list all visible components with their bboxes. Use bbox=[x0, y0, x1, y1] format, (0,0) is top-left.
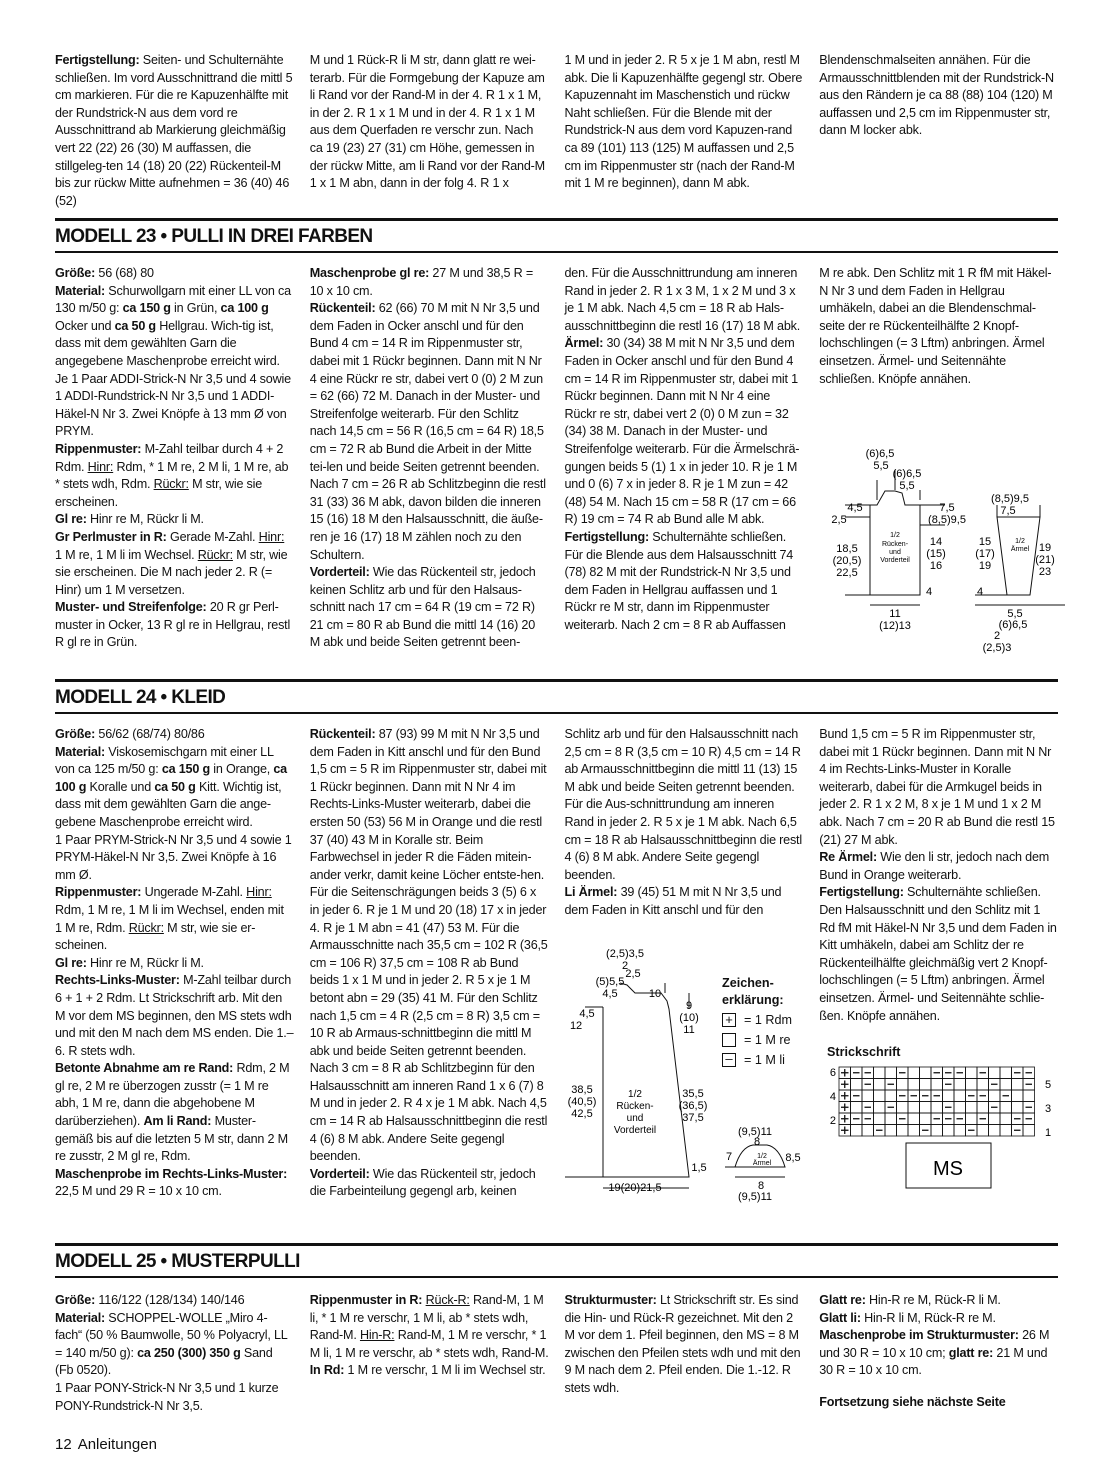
svg-text:(2,5)3: (2,5)3 bbox=[982, 642, 1012, 654]
svg-text:1: 1 bbox=[569, 1020, 577, 1032]
pattern-schematic-23 bbox=[825, 445, 1065, 665]
svg-text:23: 23 bbox=[1038, 566, 1052, 578]
svg-text:1/2: 1/2 bbox=[628, 1089, 642, 1100]
svg-text:Vorderteil: Vorderteil bbox=[613, 1125, 657, 1136]
svg-text:(20,5): (20,5) bbox=[832, 555, 862, 567]
footer-label: Anleitungen bbox=[77, 1436, 157, 1453]
svg-text:8,5: 8,5 bbox=[785, 1152, 801, 1164]
svg-text:Rücken-: Rücken- bbox=[881, 541, 909, 548]
legend-label: = 1 Rdm bbox=[744, 1013, 792, 1027]
svg-text:(10): (10) bbox=[679, 1012, 699, 1024]
paragraph: 1 M und in jeder 2. R 5 x je 1 M abn, restl M abk. Die li Kapuzenhälfte gegengl str. Obere Kapuzennaht im Maschenstich und rückw Naht schließen. Für die Blende mit der Rundstrick-N aus dem vord Kapuzen-rand ca 89 (101) 113 (125) M auffassen und 2,5 cm im Rippenmuster str (nach der Rand-M mit 1 M re beginnen), dann M abk. bbox=[564, 53, 803, 191]
svg-text:11: 11 bbox=[889, 608, 901, 620]
paragraph: Bund 1,5 cm = 5 R im Rippenmuster str, dabei mit 1 Rückr beginnen. Dann mit N Nr 4 im Rechts-Links-Muster in Koralle weiterarb, dabei für die Armkugel beids in jeder 2. R 1 x 2 M, 8 x je 1 M und 1 x 2 M abk. Nach 7 cm = 20 R ab Bund die restl 15 (21) 27 M abk. Re Ärmel: Wie den li str, jedoch nach dem Bund in Orange weiterarb. Fertigstellung: Schulternähte schließen. Den Halsausschnitt und den Schlitz mit 1 Rd fM mit Häkel-N Nr 3,5 und dem Faden in Kitt umhäkeln, dabei am Schlitz der re Rückenteilhälfte gleichmäßig vert 2 Knopf-lochschlingen (= 5 Lftm) anbringen. Ärmel einsetzen. Ärmel- und Seitennähte schlie-ßen. Knöpfe annähen. bbox=[819, 727, 1057, 1023]
svg-text:(15): (15) bbox=[926, 548, 946, 560]
svg-text:18,5: 18,5 bbox=[836, 543, 858, 555]
text-column bbox=[55, 1292, 294, 1415]
chart-cell bbox=[874, 1090, 886, 1102]
knitting-chart bbox=[827, 1045, 1057, 1198]
svg-text:(40,5): (40,5) bbox=[567, 1096, 597, 1108]
svg-text:(36,5): (36,5) bbox=[678, 1100, 708, 1112]
paragraph: Strukturmuster: Lt Strickschrift str. Es sind die Hin- und Rück-R gezeichnet. Mit den 2 M vor dem 1. Pfeil beginnen, den MS = 8 M zwischen den Pfeilen stets wdh und mit den 9 M nach dem 2. Pfeil enden. Die 1.-12. R stets wdh. bbox=[564, 1293, 801, 1395]
legend-label: = 1 M re bbox=[744, 1033, 791, 1047]
chart-cell bbox=[1000, 1113, 1012, 1125]
chart-cell bbox=[874, 1079, 886, 1091]
body-dimensions bbox=[831, 448, 966, 632]
chart-cell bbox=[954, 1102, 966, 1114]
chart-cell bbox=[897, 1102, 909, 1114]
svg-text:und: und bbox=[626, 1113, 644, 1124]
page-footer bbox=[55, 1436, 163, 1453]
chart-cell bbox=[989, 1125, 1001, 1137]
paragraph: Maschenprobe gl re: 27 M und 38,5 R = 10 x 10 cm. Rückenteil: 62 (66) 70 M mit N Nr 3,5 und dem Faden in Ocker anschl und für den Bund 4 cm = 14 R im Rippenmuster str, dabei mit 1 Rückr beginnen. Dann mit N Nr 4 eine Rückr re str, dabei vert 0 (0) 2 M zun = 62 (66) 72 M. Danach in der Muster- und Streifenfolge weiterarb. Für den Schlitz nach 14,5 cm = 56 R (16,5 cm = 64 R) 18,5 cm = 72 R ab Bund die Arbeit in der Mitte tei-len und beide Seiten getrennt beenden. Nach 7 cm = 26 R ab Schlitzbeginn die restl 31 (33) 36 M abk, davon bilden die inneren 15 (16) 18 M den Halsausschnitt, die äuße-ren je 16 (17) 18 M zählen noch zu den Schultern. Vorderteil: Wie das Rückenteil str, jedoch keinen Schlitz arb und für den Halsaus-schnitt nach 17 cm = 64 R (19 cm = 72 R) 21 cm = 80 R ab Bund die mittl 14 (16) 20 M abk und beide Seiten getrennt been- bbox=[309, 266, 546, 650]
chart-cell bbox=[874, 1113, 886, 1125]
chart-cell bbox=[977, 1079, 989, 1091]
paragraph: Größe: 56 (68) 80 Material: Schurwollgarn mit einer LL von ca 130 m/50 g: ca 150 g in Grün, ca 100 g Ocker und ca 50 g Hellgrau. Wich-tig ist, dass mit dem gewählten Garn die angegebene Maschenprobe erreicht wird. Je 1 Paar ADDI-Strick-N Nr 3,5 und 4 sowie 1 ADDI-Rundstrick-N Nr 3,5 und 1 ADDI-Häkel-N Nr 3. Zwei Knöpfe à 13 mm Ø von PRYM. Rippenmuster: M-Zahl teilbar durch 4 + 2 Rdm. Hinr: Rdm, * 1 M re, 2 M li, 1 M re, ab * stets wdh, Rdm. Rückr: M str, wie sie erscheinen. Gl re: Hinr re M, Rückr li M. Gr Perlmuster in R: Gerade M-Zahl. Hinr: 1 M re, 1 M li im Wechsel. Rückr: M str, wie sie erscheinen. Die M nach jeder 2. R (= Hinr) um 1 M versetzen. Muster- und Streifenfolge: 20 R gr Perl-muster in Ocker, 13 R gl re in Hellgrau, restl R gl re in Grün. bbox=[55, 266, 291, 650]
continuation-text bbox=[55, 52, 1058, 210]
chart-cell bbox=[851, 1102, 863, 1114]
chart-cell bbox=[989, 1067, 1001, 1079]
chart-cell bbox=[977, 1102, 989, 1114]
svg-text:5,5: 5,5 bbox=[1007, 608, 1023, 620]
svg-text:38,5: 38,5 bbox=[571, 1084, 593, 1096]
svg-text:1,5: 1,5 bbox=[691, 1162, 707, 1174]
chart-cell bbox=[989, 1090, 1001, 1102]
svg-text:4,5: 4,5 bbox=[602, 988, 618, 1000]
svg-text:19: 19 bbox=[978, 560, 992, 572]
paragraph: M und 1 Rück-R li M str, dann glatt re wei-terarb. Für die Formgebung der Kapuze am li Rand vor der Rand-M in der 4. R 1 x 1 M, in der 2. R 1 x 1 M und in der 4. R 1 x 1 M aus dem Querfaden re verschr zun. Nach ca 19 (23) 27 (31) cm Höhe, gemessen in der rückw Mitte, am li Rand vor der Rand-M 1 x 1 M abn, dann in der folg 4. R 1 x bbox=[309, 53, 545, 191]
svg-text:2,5: 2,5 bbox=[831, 514, 847, 526]
chart-cell bbox=[954, 1090, 966, 1102]
plus-symbol-icon: + bbox=[722, 1013, 736, 1027]
svg-text:Vorderteil: Vorderteil bbox=[880, 557, 910, 564]
svg-text:4: 4 bbox=[925, 586, 933, 598]
chart-cell bbox=[1023, 1090, 1035, 1102]
chart-cell bbox=[931, 1079, 943, 1091]
chart-cell bbox=[989, 1113, 1001, 1125]
svg-text:37,5: 37,5 bbox=[682, 1112, 704, 1124]
section-heading: MODELL 24 • KLEID bbox=[55, 687, 226, 708]
legend-item bbox=[722, 1013, 822, 1027]
chart-cell bbox=[851, 1079, 863, 1091]
svg-text:5: 5 bbox=[1045, 1079, 1052, 1091]
sleeve-labels bbox=[1011, 538, 1030, 553]
page-number: 12 bbox=[55, 1436, 72, 1453]
chart-cell bbox=[885, 1067, 897, 1079]
svg-text:(6)6,5: (6)6,5 bbox=[998, 619, 1028, 631]
chart-cell bbox=[1012, 1079, 1024, 1091]
svg-text:Rücken-: Rücken- bbox=[616, 1101, 654, 1112]
svg-text:1/2: 1/2 bbox=[890, 532, 900, 539]
svg-text:Ärmel: Ärmel bbox=[752, 1160, 772, 1167]
text-column bbox=[819, 1292, 1058, 1415]
text-column bbox=[565, 52, 804, 210]
svg-text:5,5: 5,5 bbox=[899, 480, 915, 492]
text-column bbox=[55, 265, 294, 652]
paragraph: M re abk. Den Schlitz mit 1 R fM mit Häkel-N Nr 3 und dem Faden in Hellgrau umhäkeln, dabei an die Blendenschmal-seite der re Rückenteilhälfte 2 Knopf-lochschlingen (= 3 Lftm) anbringen. Ärmel einsetzen. Ärmel- und Seitennähte schließen. Knöpfe annähen. bbox=[819, 266, 1052, 386]
svg-text:19(20)21,5: 19(20)21,5 bbox=[608, 1182, 662, 1194]
dress-labels bbox=[614, 1089, 656, 1136]
svg-text:(21): (21) bbox=[1035, 554, 1055, 566]
ms-label: MS bbox=[933, 1158, 963, 1180]
svg-text:9: 9 bbox=[685, 1000, 693, 1012]
svg-text:4: 4 bbox=[829, 1091, 836, 1103]
legend bbox=[722, 975, 822, 1067]
svg-text:14: 14 bbox=[929, 536, 943, 548]
section-heading: MODELL 23 • PULLI IN DREI FARBEN bbox=[55, 226, 373, 247]
svg-text:Ärmel: Ärmel bbox=[1010, 546, 1030, 553]
chart-title: Strickschrift bbox=[827, 1045, 901, 1059]
svg-text:(2,5)3,5: (2,5)3,5 bbox=[606, 948, 644, 960]
chart-cell bbox=[897, 1125, 909, 1137]
row-labels-right bbox=[1045, 1079, 1051, 1139]
chart-cell bbox=[908, 1125, 920, 1137]
chart-cell bbox=[920, 1102, 932, 1114]
paragraph: den. Für die Ausschnittrundung am inneren Rand in jeder 2. R 1 x 3 M, 1 x 2 M und 3 x je 1 M abk. Nach 4,5 cm = 18 R ab Hals-ausschnittbeginn die restl 16 (17) 18 M abk. Ärmel: 30 (34) 38 M mit N Nr 3,5 und dem Faden in Ocker anschl und für den Bund 4 cm = 14 R im Rippenmuster str, dabei mit 1 Rückr beginnen. Dann mit N Nr 4 eine Rückr re str, dabei vert 2 (0) 0 M zun = 32 (34) 38 M. Danach in der Muster- und Streifenfolge weiterarb. Für die Ärmelschrä-gungen beids 5 (1) 1 x in jeder 10. R je 1 M und 0 (6) 7 x in jeder 8. R je 1 M zun = 42 (48) 54 M. Nach 15 cm = 58 R (17 cm = 66 R) 19 cm = 74 R ab Bund alle M abk. Fertigstellung: Schulternähte schließen. Für die Blende aus dem Halsausschnitt 74 (78) 82 M mit der Rundstrick-N Nr 3,5 und dem Faden in Hellgrau auffassen und 1 Rückr re M str, dann im Rippenmuster weiterarb. Nach 2 cm = 8 R ab Auffassen bbox=[564, 266, 801, 632]
section-modell-25 bbox=[55, 1243, 1058, 1415]
pattern-schematic-24 bbox=[565, 945, 715, 1205]
text-column bbox=[819, 52, 1058, 210]
chart-cell bbox=[908, 1113, 920, 1125]
svg-text:1/2: 1/2 bbox=[757, 1153, 767, 1160]
legend-item bbox=[722, 1053, 822, 1067]
svg-text:4,5: 4,5 bbox=[579, 1008, 595, 1020]
svg-text:7: 7 bbox=[725, 1151, 733, 1163]
legend-item bbox=[722, 1033, 822, 1047]
paragraph: Größe: 56/62 (68/74) 80/86 Material: Viskosemischgarn mit einer LL von ca 125 m/50 g: ca 150 g in Orange, ca 100 g Koralle und ca 50 g Kitt. Wichtig ist, dass mit dem gewählten Garn die ange-gebene Maschenprobe erreicht wird. 1 Paar PRYM-Strick-N Nr 3,5 und 4 sowie 1 PRYM-Häkel-N Nr 3,5. Zwei Knöpfe à 16 mm Ø. Rippenmuster: Ungerade M-Zahl. Hinr: Rdm, 1 M re, 1 M li im Wechsel, enden mit 1 M re, Rdm. Rückr: M str, wie sie er-scheinen. Gl re: Hinr re M, Rückr li M. Rechts-Links-Muster: M-Zahl teilbar durch 6 + 1 + 2 Rdm. Lt Strickschrift arb. Mit den M vor dem MS beginnen, den MS stets wdh und mit den M nach dem MS enden. Die 1.–6. R stets wdh. Betonte Abnahme am re Rand: Rdm, 2 M gl re, 2 M re überzogen zusstr (= 1 M re abh, 1 M re, dann die abgehobene M darüberziehen). Am li Rand: Muster-gemäß bis auf die letzten 5 M str, dann 2 M re zusstr, 2 M gl re, Rdm. Maschenprobe im Rechts-Links-Muster: 22,5 M und 29 R = 10 x 10 cm. bbox=[55, 727, 294, 1199]
svg-text:10: 10 bbox=[648, 988, 662, 1000]
svg-text:35,5: 35,5 bbox=[682, 1088, 704, 1100]
svg-text:und: und bbox=[889, 549, 901, 556]
chart-cell bbox=[931, 1125, 943, 1137]
svg-text:(17): (17) bbox=[975, 548, 995, 560]
sleeve-schematic-24 bbox=[705, 1125, 815, 1210]
paragraph: Schlitz arb und für den Halsausschnitt nach 2,5 cm = 8 R (3,5 cm = 10 R) 4,5 cm = 14 R ab Armausschnittbeginn die mittl 11 (13) 15 M abk und beide Seiten getrennt beenden. Für die Aus-schnittrundung am inneren Rand in jeder 2. R 5 x je 1 M abk. Nach 6,5 cm = 18 R ab Halsausschnittbeginn die restl 4 (6) 8 M abk. Andere Seite gegengl beenden. Li Ärmel: 39 (45) 51 M mit N Nr 3,5 und dem Faden in Kitt anschl und für den bbox=[564, 727, 802, 917]
svg-text:(5)5,5: (5)5,5 bbox=[595, 976, 625, 988]
divider bbox=[55, 251, 1058, 253]
svg-text:2: 2 bbox=[575, 1020, 583, 1032]
chart-grid bbox=[827, 1063, 1057, 1193]
paragraph: Fertigstellung: Seiten- und Schulternähte schließen. Im vord Ausschnittrand die mittl 5 cm markieren. Für die re Kapuzenhälfte mit der Rundstrick-N aus dem vord re Ausschnittrand ab Markierung gleichmäßig vert 22 (22) 26 (30) M auffassen, die stillgeleg-ten 14 (18) 20 (22) Rückenteil-M bis zur rückw Mitte aufnehmen = 36 (40) 46 (52) bbox=[55, 53, 293, 208]
chart-cell bbox=[943, 1090, 955, 1102]
svg-text:1/2: 1/2 bbox=[1015, 538, 1025, 545]
body-labels bbox=[880, 532, 910, 564]
svg-text:2: 2 bbox=[993, 630, 1001, 642]
svg-text:16: 16 bbox=[929, 560, 943, 572]
svg-text:8: 8 bbox=[753, 1136, 761, 1148]
chart-cell bbox=[1000, 1067, 1012, 1079]
chart-cell bbox=[1000, 1125, 1012, 1137]
text-column bbox=[55, 52, 294, 210]
svg-text:42,5: 42,5 bbox=[571, 1108, 593, 1120]
chart-cell bbox=[874, 1102, 886, 1114]
paragraph: Rückenteil: 87 (93) 99 M mit N Nr 3,5 und dem Faden in Kitt anschl und für den Bund 1,5 cm = 5 R im Rippenmuster str, dabei mit 1 Rückr beginnen. Dann mit N Nr 4 im Rechts-Links-Muster weiterarb, dabei die ersten 50 (53) 56 M in Orange und die restl 37 (40) 43 M in Koralle str. Beim Farbwechsel in jeder R die Fäden mitein-ander verkr, damit keine Löcher entste-hen. Für die Seitenschrägungen beids 3 (5) 6 x in jeder 6. R je 1 M und 20 (18) 17 x in jeder 4. R je 1 M abn = 41 (47) 53 M. Für die Armausschnitte nach 35,5 cm = 102 R (36,5 cm = 106 R) 37,5 cm = 108 R ab Bund beids 1 x 1 M und in jeder 2. R 5 x je 1 M betont abn = 29 (35) 41 M. Für den Schlitz nach 1,5 cm = 4 R (2,5 cm = 8 R) 3,5 cm = 10 R ab Armaus-schnittbeginn die mittl M abk und beide Seiten getrennt beenden. Nach 3 cm = 8 R ab Schlitzbeginn für den Halsausschnitt am inneren Rand 1 x 6 (7) 8 M und in jeder 2. R 4 x je 1 M abk. Nach 4,5 cm = 14 R ab Halsausschnittbeginn die restl 4 (6) 8 M abk. Andere Seite gegengl beenden. Vorderteil: Wie das Rückenteil str, jedoch die Farbeinteilung gegengl arb, keinen bbox=[309, 727, 548, 1199]
svg-text:5,5: 5,5 bbox=[873, 460, 889, 472]
chart-cell bbox=[920, 1079, 932, 1091]
svg-text:3: 3 bbox=[1045, 1103, 1052, 1115]
chart-cell bbox=[966, 1067, 978, 1079]
paragraph: Glatt re: Hin-R re M, Rück-R li M. Glatt li: Hin-R li M, Rück-R re M. Maschenprobe im Strukturmuster: 26 M und 30 R = 10 x 10 cm; glatt re: 21 M und 30 R = 10 x 10 cm. bbox=[819, 1293, 1050, 1378]
svg-text:11: 11 bbox=[683, 1024, 695, 1036]
text-column bbox=[55, 726, 294, 1201]
chart-cell bbox=[874, 1067, 886, 1079]
text-column bbox=[310, 726, 549, 1201]
svg-text:19: 19 bbox=[1038, 542, 1052, 554]
chart-cell bbox=[908, 1102, 920, 1114]
text-column bbox=[310, 265, 549, 652]
chart-cell bbox=[977, 1125, 989, 1137]
svg-text:(9,5)11: (9,5)11 bbox=[737, 1191, 773, 1203]
row-labels-left bbox=[830, 1067, 836, 1127]
svg-text:7,5: 7,5 bbox=[1000, 505, 1016, 517]
svg-text:15: 15 bbox=[978, 536, 992, 548]
svg-text:2: 2 bbox=[829, 1115, 836, 1127]
legend-label: = 1 M li bbox=[744, 1053, 785, 1067]
chart-cell bbox=[966, 1113, 978, 1125]
text-column bbox=[310, 52, 549, 210]
chart-cell bbox=[966, 1102, 978, 1114]
chart-cell bbox=[885, 1113, 897, 1125]
empty-symbol-icon bbox=[722, 1033, 736, 1047]
chart-cell bbox=[897, 1079, 909, 1091]
chart-cell bbox=[885, 1125, 897, 1137]
svg-text:22,5: 22,5 bbox=[836, 567, 858, 579]
chart-cell bbox=[943, 1125, 955, 1137]
divider bbox=[55, 1276, 1058, 1278]
text-column bbox=[310, 1292, 549, 1415]
divider bbox=[55, 712, 1058, 714]
svg-text:(12)13: (12)13 bbox=[879, 620, 911, 632]
continued-note: Fortsetzung siehe nächste Seite bbox=[819, 1394, 1006, 1409]
text-column bbox=[565, 265, 804, 652]
svg-text:8: 8 bbox=[757, 1180, 765, 1192]
chart-cell bbox=[1012, 1102, 1024, 1114]
svg-text:4: 4 bbox=[976, 586, 984, 598]
legend-title: Zeichen- bbox=[722, 976, 774, 990]
legend-title: erklärung: bbox=[722, 993, 784, 1007]
svg-text:2: 2 bbox=[621, 960, 629, 972]
text-column bbox=[565, 1292, 804, 1415]
svg-text:7,5: 7,5 bbox=[939, 502, 955, 514]
chart-cell bbox=[1012, 1090, 1024, 1102]
chart-cell bbox=[908, 1067, 920, 1079]
svg-text:2,5: 2,5 bbox=[625, 968, 641, 980]
svg-text:(6)6,5: (6)6,5 bbox=[865, 448, 895, 460]
dash-symbol-icon: – bbox=[722, 1053, 736, 1067]
section-heading: MODELL 25 • MUSTERPULLI bbox=[55, 1251, 300, 1272]
chart-cell bbox=[862, 1090, 874, 1102]
chart-cell bbox=[954, 1079, 966, 1091]
chart-cell bbox=[1000, 1102, 1012, 1114]
svg-text:(9,5)11: (9,5)11 bbox=[737, 1126, 773, 1138]
chart-cell bbox=[1000, 1079, 1012, 1091]
svg-text:4,5: 4,5 bbox=[847, 502, 863, 514]
chart-cell bbox=[966, 1079, 978, 1091]
svg-text:(8,5)9,5: (8,5)9,5 bbox=[928, 514, 966, 526]
chart-cell bbox=[1023, 1125, 1035, 1137]
chart-cell bbox=[862, 1125, 874, 1137]
svg-text:1: 1 bbox=[1045, 1127, 1052, 1139]
svg-text:(6)6,5: (6)6,5 bbox=[892, 468, 922, 480]
svg-text:6: 6 bbox=[829, 1067, 836, 1079]
chart-cell bbox=[931, 1102, 943, 1114]
paragraph: Größe: 116/122 (128/134) 140/146 Material: SCHOPPEL-WOLLE „Miro 4-fach“ (50 % Baumwolle, 50 % Polyacryl, LL = 140 m/50 g): ca 250 (300) 350 g Sand (Fb 0520). 1 Paar PONY-Strick-N Nr 3,5 und 1 kurze PONY-Rundstrick-N Nr 3,5. bbox=[55, 1293, 288, 1413]
svg-text:(8,5)9,5: (8,5)9,5 bbox=[991, 493, 1029, 505]
chart-cell bbox=[920, 1067, 932, 1079]
chart-cell bbox=[885, 1090, 897, 1102]
sleeve-labels bbox=[753, 1153, 772, 1167]
chart-cell bbox=[908, 1079, 920, 1091]
chart-cell bbox=[851, 1125, 863, 1137]
chart-cell bbox=[954, 1125, 966, 1137]
chart-cell bbox=[920, 1113, 932, 1125]
paragraph: Rippenmuster in R: Rück-R: Rand-M, 1 M li, * 1 M re verschr, 1 M li, ab * stets wdh, Rand-M. Hin-R: Rand-M, 1 M re verschr, * 1 M li, 1 M re verschr, ab * stets wdh, Rand-M. In Rd: 1 M re verschr, 1 M li im Wechsel str. bbox=[309, 1293, 549, 1378]
paragraph: Blendenschmalseiten annähen. Für die Armausschnittblenden mit der Rundstrick-N aus den Rändern je ca 88 (88) 104 (120) M auffassen und 2,5 cm im Rippenmuster str, dann M locker abk. bbox=[819, 53, 1054, 138]
